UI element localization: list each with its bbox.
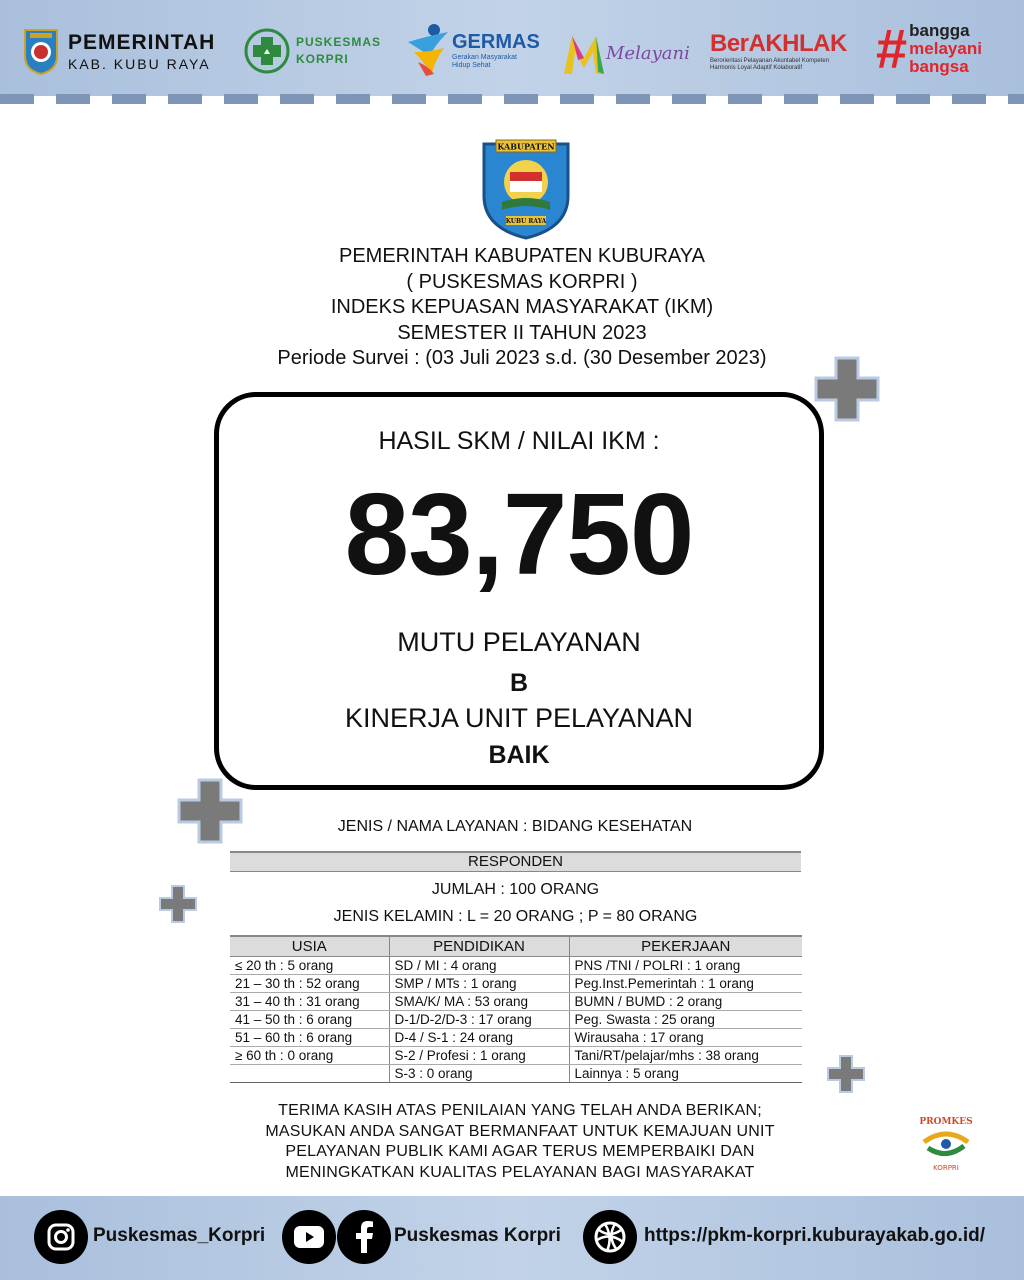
germas-title: GERMAS [452,30,540,53]
usia-cell: 21 – 30 th : 52 orang [230,974,389,992]
result-box [214,392,824,790]
title-line2: ( PUSKESMAS KORPRI ) [406,270,638,293]
mutu-value: B [509,669,529,697]
jumlah-responden: JUMLAH : 100 ORANG [431,881,600,898]
pekerjaan-cell: Lainnya : 5 orang [569,1064,802,1082]
dashed-divider [0,94,1024,104]
website-link[interactable]: https://pkm-korpri.kuburayakab.go.id/ [644,1225,985,1246]
youtube-facebook-link[interactable]: Puskesmas Korpri [394,1225,561,1246]
plus-icon [814,356,880,422]
header-pekerjaan: PEKERJAAN [569,936,802,956]
jenis-layanan: JENIS / NAMA LAYANAN : BIDANG KESEHATAN [337,818,693,835]
melayani-m-icon [562,30,606,76]
berakhlak-logo [710,30,847,72]
usia-cell: 31 – 40 th : 31 orang [230,992,389,1010]
thanks-line1: TERIMA KASIH ATAS PENILAIAN YANG TELAH ANDA BERIKAN; [278,1102,762,1119]
thank-you-message [220,1101,820,1183]
header-bar [0,0,1024,96]
germas-logo [404,22,540,78]
promkes-bottom-text: KORPRI [933,1164,959,1172]
puskesmas-logo-line2: KORPRI [296,52,349,66]
website-globe-icon[interactable] [583,1210,637,1264]
pemerintah-line1: PEMERINTAH [68,30,216,54]
responden-header: RESPONDEN [230,851,801,872]
bangga-line2: melayani [909,38,982,58]
title-block [212,244,832,372]
bangga-line3: bangsa [909,56,969,76]
title-line3: INDEKS KEPUASAN MASYARAKAT (IKM) [330,296,714,318]
hashtag-icon: # [876,16,908,80]
table-row [230,1046,802,1064]
jenis-kelamin: JENIS KELAMIN : L = 20 ORANG ; P = 80 ORANG [333,908,698,925]
pendidikan-cell: SMA/K/ MA : 53 orang [389,992,569,1010]
header-usia: USIA [230,936,389,956]
ikm-score: 83,750 [344,469,694,599]
table-header-row [230,936,802,956]
puskesmas-logo-line1: PUSKESMAS [296,35,382,50]
bangga-line1: bangga [909,21,970,40]
kubu-raya-emblem-icon [22,26,60,76]
kinerja-value: BAIK [488,741,550,769]
promkes-top-text: PROMKES [919,1117,973,1127]
pekerjaan-cell: PNS /TNI / POLRI : 1 orang [569,956,802,974]
kabupaten-emblem-icon [478,136,574,240]
title-line4: SEMESTER II TAHUN 2023 [397,321,647,344]
usia-cell: ≥ 60 th : 0 orang [230,1046,389,1064]
pekerjaan-cell: Tani/RT/pelajar/mhs : 38 orang [569,1046,802,1064]
bangga-melayani-logo [876,16,982,80]
health-cross-icon [244,28,290,74]
survey-period: Periode Survei : (03 Juli 2023 s.d. (30 Desember 2023) [277,347,767,369]
usia-cell [230,1064,389,1082]
youtube-icon[interactable] [282,1210,336,1264]
table-row [230,956,802,974]
table-row [230,992,802,1010]
thanks-line4: MENINGKATKAN KUALITAS PELAYANAN BAGI MASYARAKAT [285,1163,755,1181]
instagram-icon[interactable] [34,1210,88,1264]
pendidikan-cell: SD / MI : 4 orang [389,956,569,974]
plus-icon [827,1055,865,1093]
thanks-line2: MASUKAN ANDA SANGAT BERMANFAAT UNTUK KEMAJUAN UNIT [265,1122,775,1140]
berakhlak-title: BerAKHLAK [710,30,847,57]
germas-figure-icon [404,22,452,78]
mutu-label: MUTU PELAYANAN [397,627,641,657]
berakhlak-sub2: Harmonis Loyal Adaptif Kolaboratif [710,65,803,72]
germas-sub2: Hidup Sehat [452,61,491,69]
header-pendidikan: PENDIDIKAN [389,936,569,956]
pendidikan-cell: SMP / MTs : 1 orang [389,974,569,992]
pekerjaan-cell: Wirausaha : 17 orang [569,1028,802,1046]
facebook-icon[interactable] [337,1210,391,1264]
demographics-table [230,935,802,1083]
germas-sub1: Gerakan Masyarakat [452,53,517,61]
usia-cell: ≤ 20 th : 5 orang [230,956,389,974]
pekerjaan-cell: BUMN / BUMD : 2 orang [569,992,802,1010]
pekerjaan-cell: Peg. Swasta : 25 orang [569,1010,802,1028]
title-line1: PEMERINTAH KABUPATEN KUBURAYA [339,245,705,267]
melayani-logo [562,30,690,76]
pemerintah-logo [22,26,215,76]
table-row [230,1028,802,1046]
table-row [230,1064,802,1082]
pendidikan-cell: D-1/D-2/D-3 : 17 orang [389,1010,569,1028]
usia-cell: 41 – 50 th : 6 orang [230,1010,389,1028]
puskesmas-logo [244,28,381,74]
emblem-bottom-text: KUBU RAYA [505,218,547,225]
kinerja-label: KINERJA UNIT PELAYANAN [344,703,694,733]
pendidikan-cell: S-2 / Profesi : 1 orang [389,1046,569,1064]
berakhlak-sub1: Berorientasi Pelayanan Akuntabel Kompeten [710,58,830,64]
table-row [230,1010,802,1028]
table-row [230,974,802,992]
melayani-text: Melayani [606,42,690,64]
result-label: HASIL SKM / NILAI IKM : [378,427,660,455]
pemerintah-line2: KAB. KUBU RAYA [68,55,211,72]
promkes-logo-icon [910,1112,982,1172]
pendidikan-cell: S-3 : 0 orang [389,1064,569,1082]
plus-icon [159,885,197,923]
instagram-handle-link[interactable]: Puskesmas_Korpri [93,1225,266,1246]
usia-cell: 51 – 60 th : 6 orang [230,1028,389,1046]
pekerjaan-cell: Peg.Inst.Pemerintah : 1 orang [569,974,802,992]
thanks-line3: PELAYANAN PUBLIK KAMI AGAR TERUS MEMPERBAIKI DAN [285,1143,755,1160]
emblem-top-text: KABUPATEN [497,141,555,152]
pendidikan-cell: D-4 / S-1 : 24 orang [389,1028,569,1046]
